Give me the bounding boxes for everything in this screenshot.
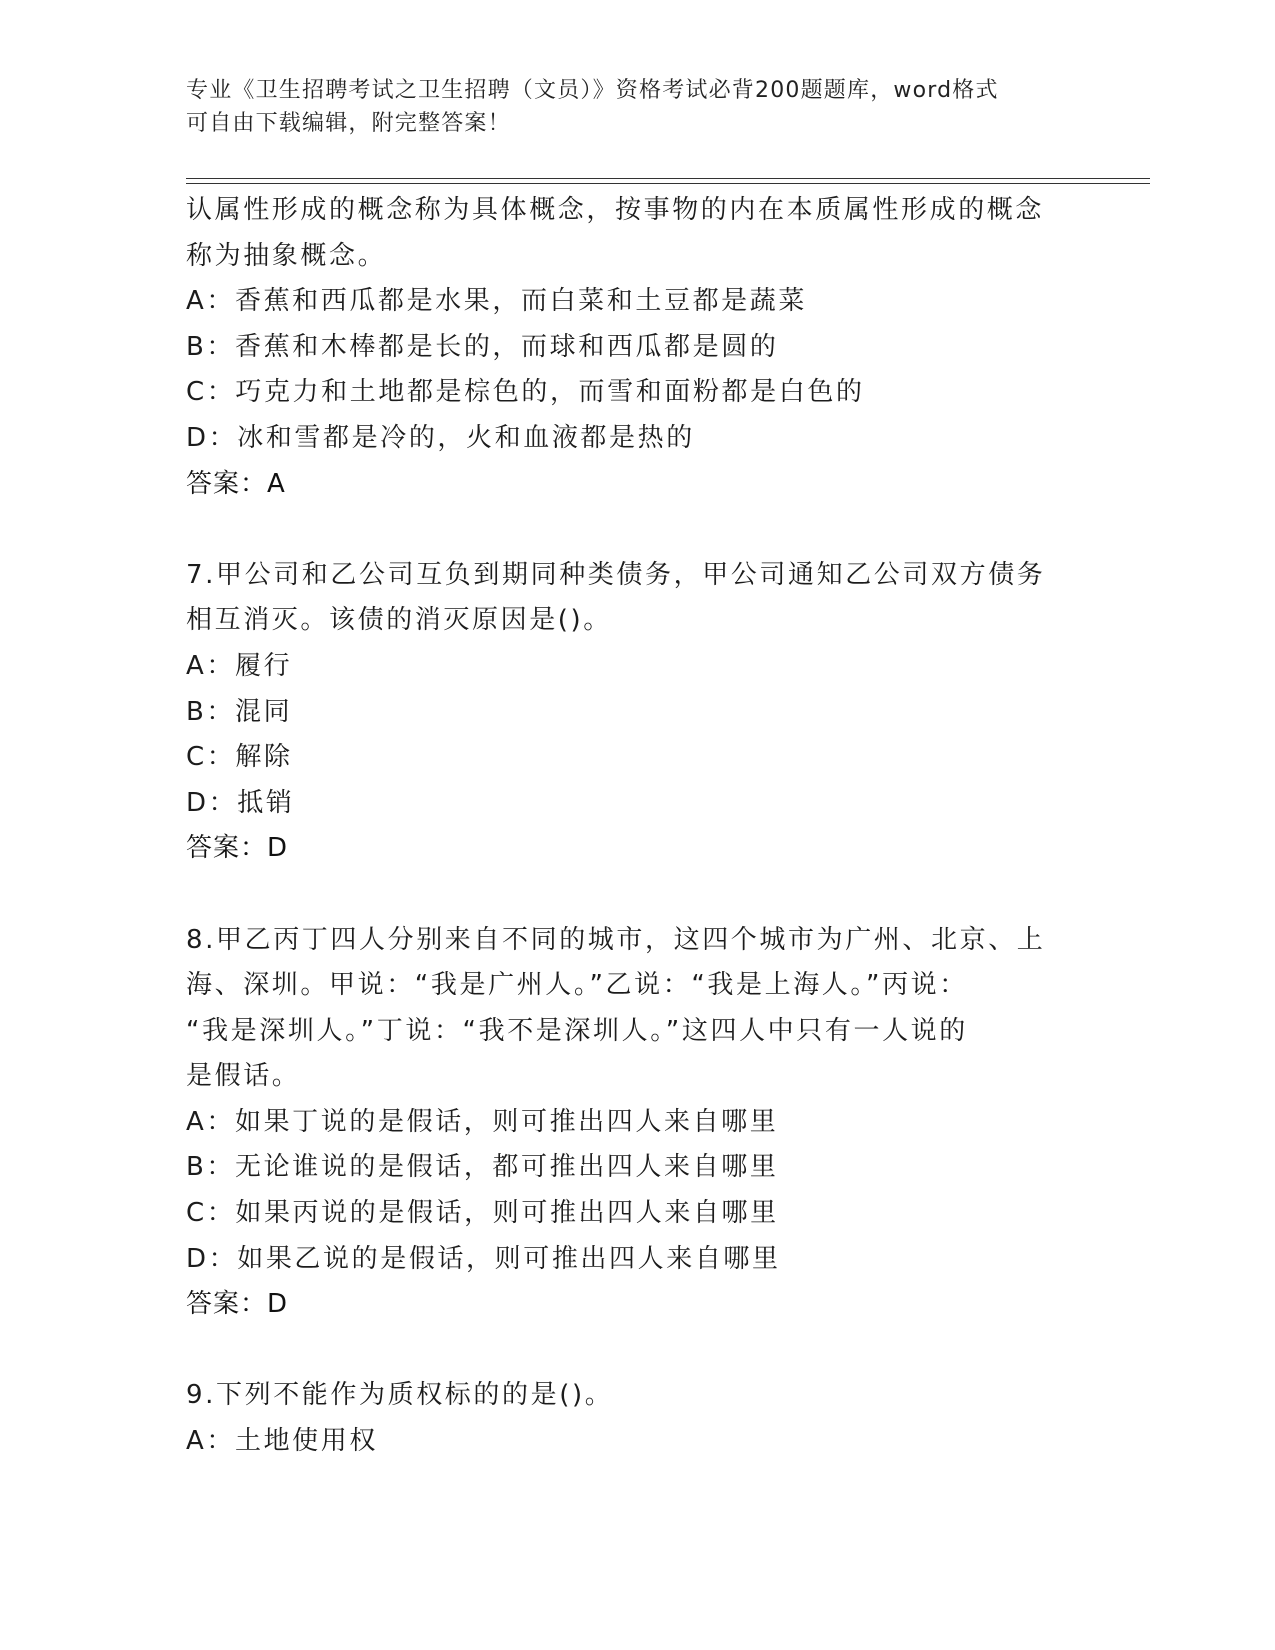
question-8-block bbox=[186, 918, 1066, 1328]
question-7-option-b: B：混同 bbox=[186, 696, 293, 727]
document-header bbox=[186, 74, 1086, 140]
question-6-stem-end: 称为抽象概念。 bbox=[186, 240, 387, 271]
question-8-option-c: C：如果丙说的是假话，则可推出四人来自哪里 bbox=[186, 1198, 779, 1229]
question-8-option-d: D：如果乙说的是假话，则可推出四人来自哪里 bbox=[186, 1243, 781, 1274]
question-6-block bbox=[186, 188, 1066, 507]
question-6-answer: 答案：A bbox=[186, 468, 286, 499]
question-7-stem-line-2: 相互消灭。该债的消灭原因是()。 bbox=[186, 605, 612, 636]
question-8-option-a: A：如果丁说的是假话，则可推出四人来自哪里 bbox=[186, 1106, 779, 1137]
question-9-stem-line-1: 9.下列不能作为质权标的的是()。 bbox=[186, 1380, 614, 1411]
question-9-option-a: A：土地使用权 bbox=[186, 1426, 378, 1457]
header-line-1: 专业《卫生招聘考试之卫生招聘（文员）》资格考试必背200题题库，word格式 bbox=[186, 78, 999, 103]
question-6-option-d: D：冰和雪都是冷的，火和血液都是热的 bbox=[186, 422, 695, 453]
header-line-2: 可自由下载编辑，附完整答案！ bbox=[186, 111, 511, 136]
question-7-option-d: D：抵销 bbox=[186, 787, 295, 818]
question-list bbox=[186, 188, 1066, 1465]
header-divider-bottom bbox=[186, 183, 1150, 184]
question-8-option-b: B：无论谁说的是假话，都可推出四人来自哪里 bbox=[186, 1152, 779, 1183]
question-8-stem-line-2: 海、深圳。甲说：“我是广州人。”乙说：“我是上海人。”丙说： bbox=[186, 970, 968, 1001]
question-7-option-c: C：解除 bbox=[186, 742, 293, 773]
spacer bbox=[186, 872, 1066, 918]
question-7-answer: 答案：D bbox=[186, 833, 289, 864]
question-7-block bbox=[186, 553, 1066, 872]
question-8-stem-line-1: 8.甲乙丙丁四人分别来自不同的城市，这四个城市为广州、北京、上 bbox=[186, 924, 1046, 955]
question-6-option-b: B：香蕉和木棒都是长的，而球和西瓜都是圆的 bbox=[186, 331, 779, 362]
question-6-option-c: C：巧克力和土地都是棕色的，而雪和面粉都是白色的 bbox=[186, 377, 865, 408]
question-8-stem-line-4: 是假话。 bbox=[186, 1061, 301, 1092]
spacer bbox=[186, 507, 1066, 553]
question-6-stem-continued: 认属性形成的概念称为具体概念，按事物的内在本质属性形成的概念 bbox=[186, 195, 1045, 225]
question-8-answer: 答案：D bbox=[186, 1289, 289, 1320]
question-7-stem-line-1: 7.甲公司和乙公司互负到期同种类债务，甲公司通知乙公司双方债务 bbox=[186, 559, 1046, 590]
question-9-block bbox=[186, 1373, 1066, 1464]
header-divider-top bbox=[186, 178, 1150, 179]
question-7-option-a: A：履行 bbox=[186, 650, 293, 681]
question-6-option-a: A：香蕉和西瓜都是水果，而白菜和土豆都是蔬菜 bbox=[186, 286, 807, 317]
spacer bbox=[186, 1328, 1066, 1374]
question-8-stem-line-3: “我是深圳人。”丁说：“我不是深圳人。”这四人中只有一人说的 bbox=[186, 1015, 968, 1046]
